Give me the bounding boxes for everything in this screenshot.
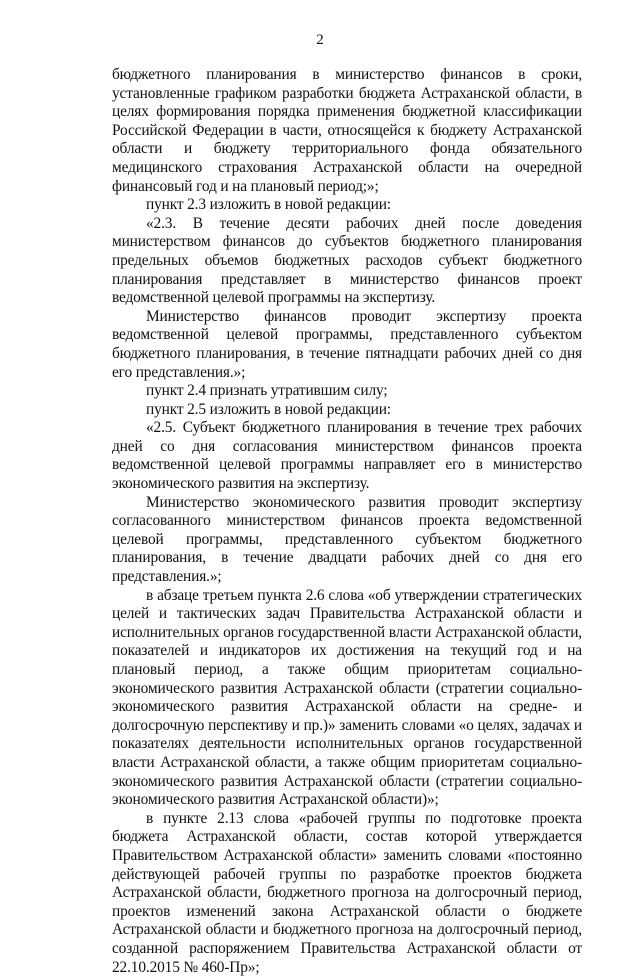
paragraph-9: в абзаце третьем пункта 2.6 слова «об утверждении стратегических целей и тактических задач Правительства Астраханской области и исполнительных органов государственной власти Астраханской области, показателей и индикаторов их достижения на текущий год и на плановый период, а также общим приоритетам социально-экономического развития Астраханской области (стратегии социально-экономического развития Астраханской области на средне- и долгосрочную перспективу и пр.)» заменить словами «о целях, задачах и показателях деятельности исполнительных органов государственной власти Астраханской области, а также общим приоритетам социально-экономического развития Астраханской области (стратегии социально-экономического развития Астраханской области)»; (112, 586, 582, 809)
paragraph-5: пункт 2.4 признать утратившим силу; (146, 382, 388, 400)
paragraph-4: Министерство финансов проводит экспертизу проекта ведомственной целевой программы, представленного субъектом бюджетного планирования, в течение пятнадцати рабочих дней со дня его представления.»; (112, 307, 582, 381)
paragraph-6: пункт 2.5 изложить в новой редакции: (146, 400, 391, 418)
page-number: 2 (316, 32, 324, 48)
paragraph-10: в пункте 2.13 слова «рабочей группы по подготовке проекта бюджета Астраханской области, состав которой утверждается Правительством Астраханской области» заменить словами «постоянно действующей рабочей группы по разработке проектов бюджета Астраханской области, бюджетного прогноза на долгосрочный период, проектов изменений закона Астраханской области о бюджете Астраханской области и бюджетного прогноза на долгосрочный период, созданной распоряжением Правительства Астраханской области от 22.10.2015 № 460-Пр»; (112, 809, 582, 976)
paragraph-2: пункт 2.3 изложить в новой редакции: (146, 196, 391, 214)
paragraph-8: Министерство экономического развития проводит экспертизу согласованного министерством финансов проекта ведомственной целевой программы, представленного субъектом бюджетного планирования, в течение двадцати рабочих дней со дня его представления.»; (112, 493, 582, 586)
paragraph-3: «2.3. В течение десяти рабочих дней после доведения министерством финансов до субъектов бюджетного планирования предельных объемов бюджетных расходов субъект бюджетного планирования представляет в министерство финансов проект ведомственной целевой программы на экспертизу. (112, 214, 582, 307)
paragraph-1: бюджетного планирования в министерство финансов в сроки, установленные графиком разработки бюджета Астраханской области, в целях формирования порядка применения бюджетной классификации Российской Федерации в части, относящейся к бюджету Астраханской области и бюджету территориального фонда обязательного медицинского страхования Астраханской области на очередной финансовый год и на плановый период;»; (112, 66, 582, 195)
paragraph-7: «2.5. Субъект бюджетного планирования в течение трех рабочих дней со дня согласования министерством финансов проекта ведомственной целевой программы направляет его в министерство экономического развития на экспертизу. (112, 419, 582, 493)
document-body (112, 66, 582, 977)
